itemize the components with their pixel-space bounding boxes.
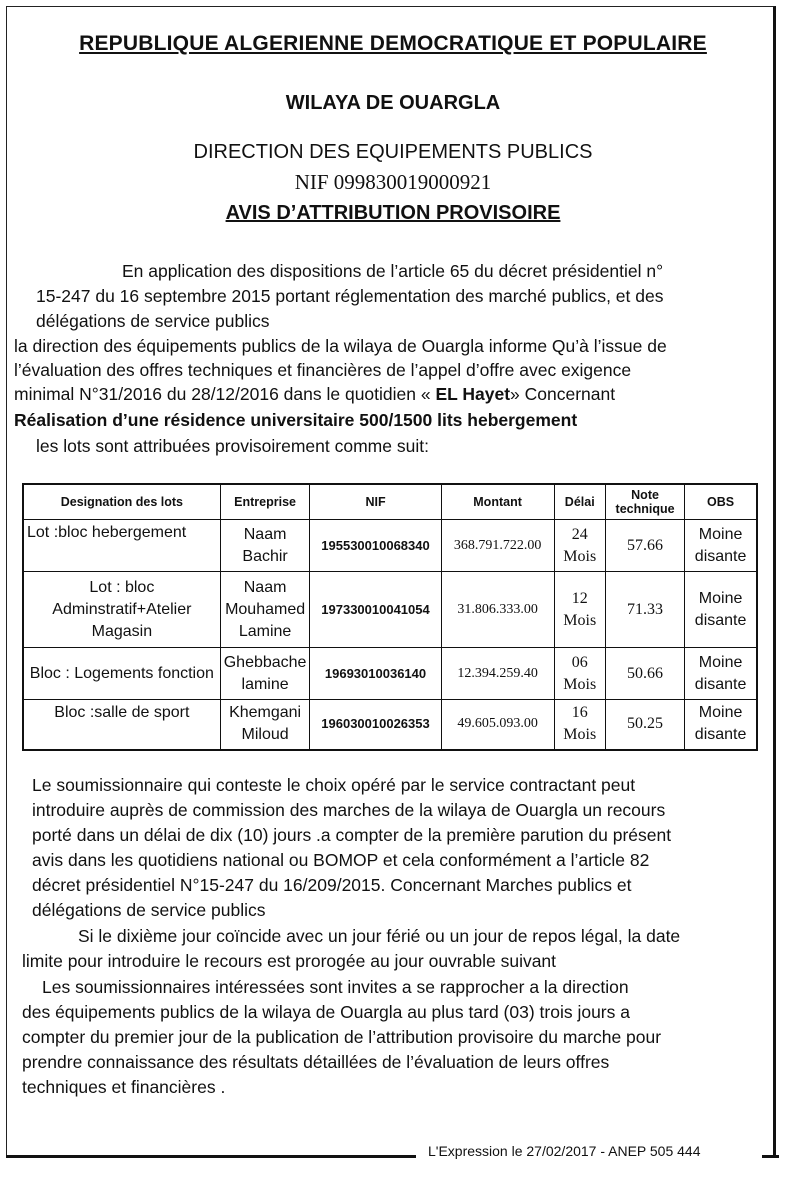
header-montant: Montant (441, 484, 554, 520)
entreprise-cell: Naam Bachir (220, 520, 310, 572)
body-line: limite pour introduire le recours est prorogée au jour ouvrable suivant (22, 951, 557, 971)
delai-cell: 24 Mois (554, 520, 605, 572)
body-line: Si le dixième jour coïncide avec un jour férié ou un jour de repos légal, la date (78, 926, 681, 946)
note-cell: 71.33 (605, 572, 684, 648)
delai-cell: 16 Mois (554, 700, 605, 750)
publication-footer: L'Expression le 27/02/2017 - ANEP 505 444 (428, 1143, 701, 1159)
body-line: Le soumissionnaire qui conteste le choix opéré par le service contractant peut (32, 775, 636, 795)
header-nif: NIF (310, 484, 441, 520)
obs-cell: Moine disante (685, 572, 757, 648)
direction-heading: DIRECTION DES EQUIPEMENTS PUBLICS (193, 141, 593, 163)
intro-line: les lots sont attribuées provisoirement comme suit: (36, 436, 429, 456)
intro-line: délégations de service publics (36, 311, 270, 331)
nif-cell: 197330010041054 (310, 572, 441, 648)
body-line: délégations de service publics (32, 900, 266, 920)
obs-cell: Moine disante (685, 520, 757, 572)
lot-cell: Lot :bloc hebergement (23, 520, 220, 572)
bottom-rule (6, 1155, 416, 1158)
body-line: des équipements publics de la wilaya de Ouargla au plus tard (03) trois jours a (22, 1002, 630, 1022)
notice-title: AVIS D’ATTRIBUTION PROVISOIRE (225, 202, 561, 224)
body-line: prendre connaissance des résultats détaillées de l’évaluation de leurs offres (22, 1052, 610, 1072)
note-cell: 50.66 (605, 648, 684, 700)
nif-cell: 19693010036140 (310, 648, 441, 700)
intro-line: la direction des équipements publics de la wilaya de Ouargla informe Qu’à l’issue de (14, 336, 667, 356)
delai-cell: 06 Mois (554, 648, 605, 700)
note-cell: 57.66 (605, 520, 684, 572)
montant-cell: 49.605.093.00 (441, 700, 554, 750)
body-line: compter du premier jour de la publication de l’attribution provisoire du marche pour (22, 1027, 662, 1047)
montant-cell: 368.791.722.00 (441, 520, 554, 572)
intro-line: l’évaluation des offres techniques et financières de l’appel d’offre avec exigence (14, 360, 632, 380)
body-line: techniques et financières . (22, 1077, 226, 1097)
obs-cell: Moine disante (685, 648, 757, 700)
republic-heading: REPUBLIQUE ALGERIENNE DEMOCRATIQUE ET POPULAIRE (79, 32, 707, 55)
body-line: Les soumissionnaires intéressées sont invites a se rapprocher a la direction (42, 977, 629, 997)
delai-cell: 12 Mois (554, 572, 605, 648)
obs-cell: Moine disante (685, 700, 757, 750)
nif-cell: 196030010026353 (310, 700, 441, 750)
nif-heading: NIF 099830019000921 (294, 170, 492, 194)
lot-cell: Bloc : Logements fonction (23, 648, 220, 700)
entreprise-cell: Naam Mouhamed Lamine (220, 572, 310, 648)
wilaya-heading: WILAYA DE OUARGLA (285, 92, 501, 114)
table-row (23, 572, 757, 648)
montant-cell: 31.806.333.00 (441, 572, 554, 648)
header-delai: Délai (554, 484, 605, 520)
table-row (23, 700, 757, 750)
project-title: Réalisation d’une résidence universitaire 500/1500 lits hebergement (14, 410, 578, 430)
lot-cell: Bloc :salle de sport (23, 700, 220, 750)
entreprise-cell: Khemgani Miloud (220, 700, 310, 750)
body-line: avis dans les quotidiens national ou BOMOP et cela conformément a l’article 82 (32, 850, 650, 870)
montant-cell: 12.394.259.40 (441, 648, 554, 700)
body-line: porté dans un délai de dix (10) jours .a compter de la première parution du présent (32, 825, 672, 845)
header-obs: OBS (685, 484, 757, 520)
body-line: décret présidentiel N°15-247 du 16/209/2015. Concernant Marches publics et (32, 875, 632, 895)
intro-line: minimal N°31/2016 du 28/12/2016 dans le quotidien « EL Hayet» Concernant (14, 384, 616, 404)
table-row (23, 648, 757, 700)
table-row (23, 520, 757, 572)
header-designation: Designation des lots (23, 484, 220, 520)
nif-cell: 195530010068340 (310, 520, 441, 572)
entreprise-cell: Ghebbache lamine (220, 648, 310, 700)
intro-line: 15-247 du 16 septembre 2015 portant réglementation des marché publics, et des (36, 286, 664, 306)
note-cell: 50.25 (605, 700, 684, 750)
header-note: Note technique (605, 484, 684, 520)
body-line: introduire auprès de commission des marches de la wilaya de Ouargla un recours (32, 800, 666, 820)
newspaper-name: EL Hayet (435, 384, 511, 404)
lots-table (22, 483, 758, 751)
table-header-row (23, 484, 757, 520)
lot-cell: Lot : bloc Adminstratif+Atelier Magasin (23, 572, 220, 648)
bottom-rule (762, 1155, 779, 1158)
intro-line: En application des dispositions de l’article 65 du décret présidentiel n° (122, 261, 664, 281)
header-entreprise: Entreprise (220, 484, 310, 520)
